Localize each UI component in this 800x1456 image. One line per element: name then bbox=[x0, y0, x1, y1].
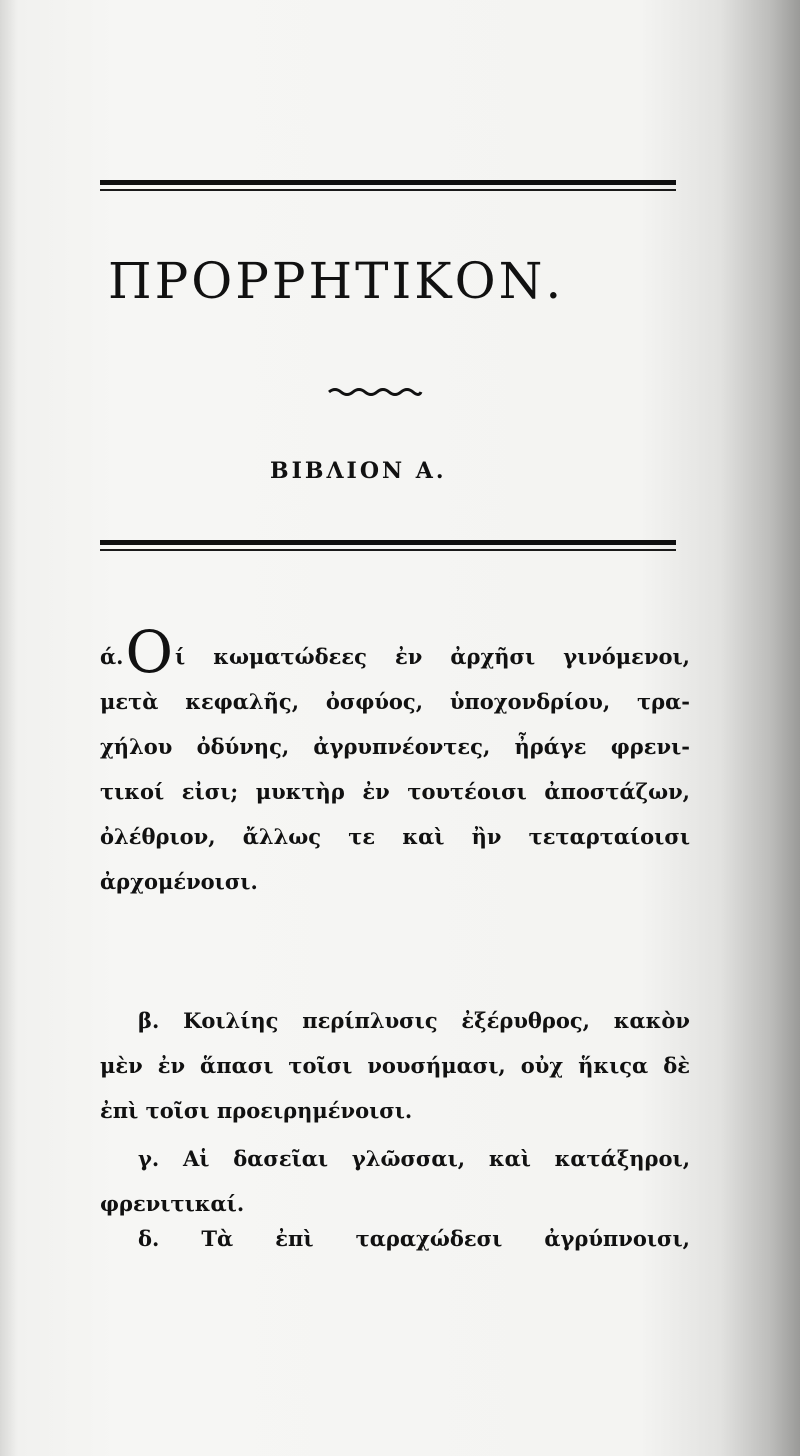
aphorism-1-line-6: ἀρχομένοισι. bbox=[100, 869, 258, 894]
aphorism-1-line-3: χήλου ὀδύνης, ἀγρυπνέοντες, ἦράγε φρενι- bbox=[100, 734, 690, 759]
page-title: ΠΡΟΡΡΗΤΙΚΟΝ. bbox=[108, 252, 565, 310]
ornament-divider bbox=[327, 386, 423, 398]
aphorism-4 bbox=[100, 1216, 690, 1261]
aphorism-3-line-2: φρενιτικαί. bbox=[100, 1191, 245, 1216]
aphorism-number: δ. bbox=[138, 1226, 160, 1251]
aphorism-1-line-1 bbox=[100, 618, 690, 686]
aphorism-number: β. bbox=[138, 1008, 160, 1033]
aphorism-1-line-2: μετὰ κεφαλῆς, ὀσφύος, ὑποχονδρίου, τρα- bbox=[100, 689, 690, 714]
aphorism-1-line-5: ὀλέθριον, ἄλλως τε καὶ ἢν τεταρταίοισι bbox=[100, 824, 690, 849]
aphorism-2 bbox=[100, 998, 690, 1133]
drop-cap-letter: O bbox=[125, 618, 174, 686]
aphorism-number: γ. bbox=[138, 1146, 160, 1171]
aphorism-1 bbox=[100, 618, 690, 904]
book-subtitle: ΒΙΒΛΙΟΝ Α. bbox=[270, 458, 447, 484]
line-text: ί κωματώδεες ἐν ἀρχῆσι γινόμενοι, bbox=[175, 644, 690, 669]
top-double-rule bbox=[100, 180, 676, 194]
section-double-rule bbox=[100, 540, 676, 554]
aphorism-2-line-1 bbox=[100, 998, 690, 1043]
aphorism-1-line-4: τικοί εἰσι; μυκτὴρ ἐν τουτέοισι ἀποστάζων, bbox=[100, 779, 690, 804]
aphorism-3 bbox=[100, 1136, 690, 1226]
aphorism-2-line-2: μὲν ἐν ἅπασι τοῖσι νουσήμασι, οὐχ ἥκιςα δὲ bbox=[100, 1053, 690, 1078]
aphorism-3-line-1 bbox=[100, 1136, 690, 1181]
line-text: Τὰ ἐπὶ ταραχώδεσι ἀγρύπνοισι, bbox=[201, 1226, 690, 1251]
aphorism-4-line-1 bbox=[100, 1216, 690, 1261]
aphorism-2-line-3: ἐπὶ τοῖσι προειρημένοισι. bbox=[100, 1098, 413, 1123]
line-text: Αἱ δασεῖαι γλῶσσαι, καὶ κατάξηροι, bbox=[182, 1146, 691, 1171]
aphorism-number: ά. bbox=[100, 644, 124, 669]
line-text: Κοιλίης περίπλυσις ἐξέρυθρος, κακὸν bbox=[183, 1008, 691, 1033]
